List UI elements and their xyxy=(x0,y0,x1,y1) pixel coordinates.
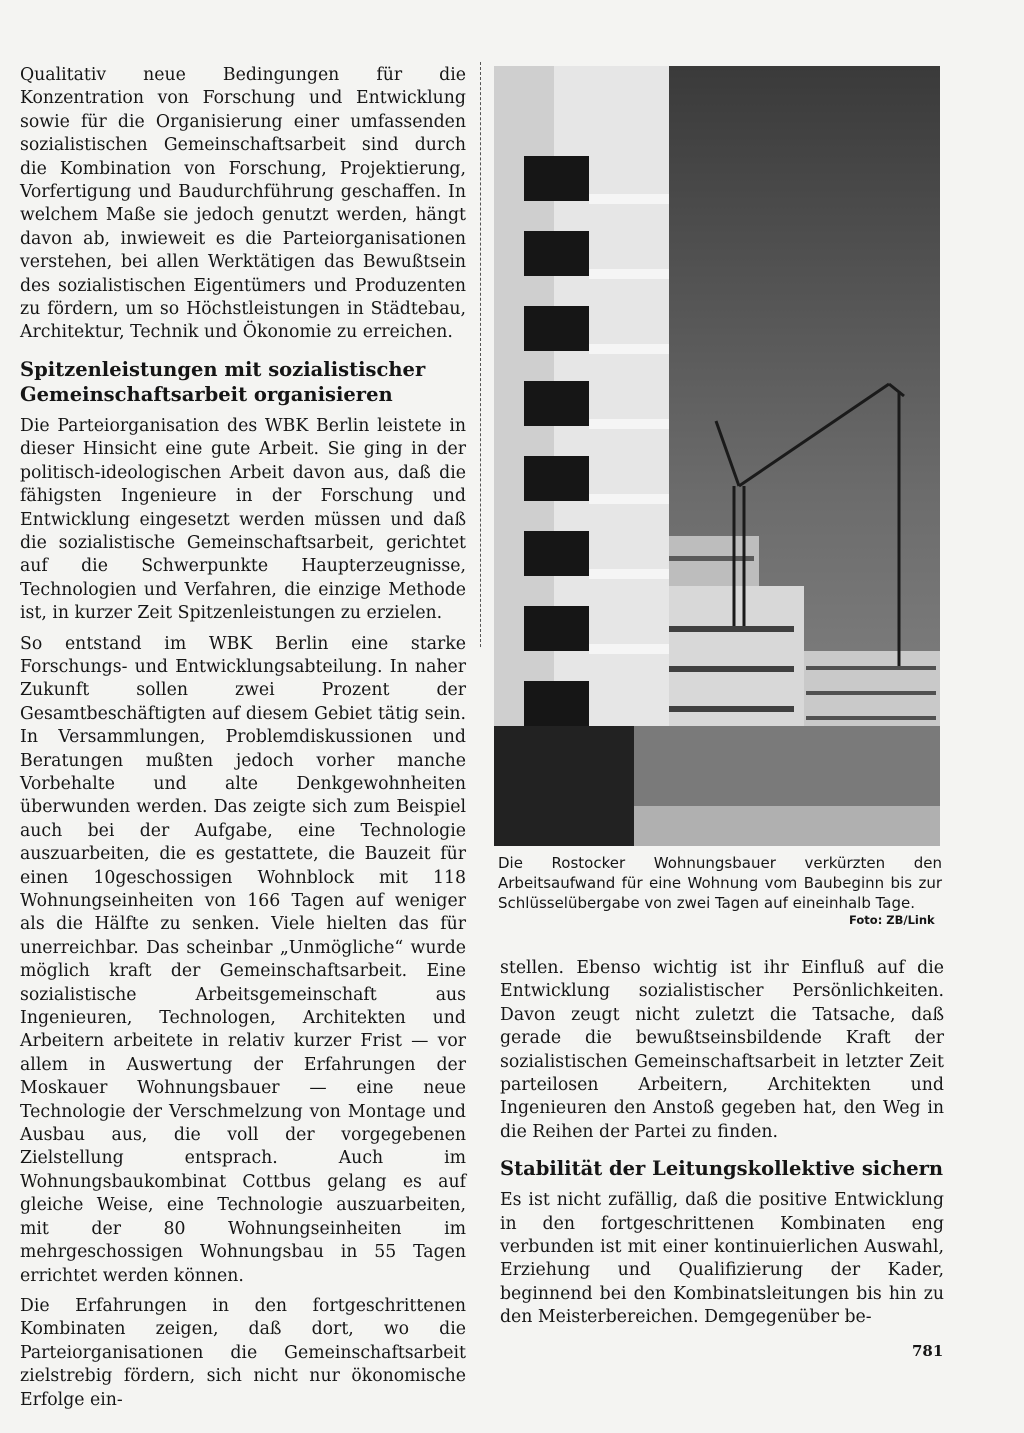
page-number: 781 xyxy=(912,1342,944,1360)
paragraph: So entstand im WBK Berlin eine starke Forschungs- und Entwicklungsabteilung. In naher Zukunft sollen zwei Prozent der Gesamtbeschäftigten auf diesem Gebiet tätig sein. In Versammlungen, Problemdiskussionen und Beratungen mußten jedoch vorher manche Vorbehalte und alte Denkgewohnheiten überwunden werden. Das zeigte sich zum Beispiel auch bei der Aufgabe, eine Technologie auszuarbeiten, die es gestattete, die Bauzeit für einen 10geschossigen Wohnblock mit 118 Wohnungseinheiten von 166 Tagen auf weniger als die Hälfte zu senken. Viele hielten das für unerreichbar. Das scheinbar „Unmögliche“ wurde möglich kraft der Gemeinschaftsarbeit. Eine sozialistische Arbeitsgemeinschaft aus Ingenieuren, Technologen, Architekten und Arbeitern arbeitete in relativ kurzer Frist — vor allem in Auswertung der Erfahrungen der Moskauer Wohnungsbauer — eine neue Technologie der Verschmelzung von Montage und Ausbau aus, die voll der vorgegebenen Zielstellung entsprach. Auch im Wohnungsbaukombinat Cottbus gelang es auf gleiche Weise, eine Technologie auszuarbeiten, mit der 80 Wohnungseinheiten im mehrgeschossigen Wohnungsbau in 55 Tagen errichtet werden können. xyxy=(20,633,466,1286)
paragraph: Die Erfahrungen in den fortgeschrittenen Kombinaten zeigen, daß dort, wo die Parteiorganisationen die Gemeinschaftsarbeit zielstrebig fördern, sich nicht nur ökonomische Erfolge ein- xyxy=(20,1295,466,1410)
photo-caption: Die Rostocker Wohnungsbauer verkürzten den Arbeitsaufwand für eine Wohnung vom Baubeginn bis zur Schlüsselübergabe von zwei Tagen auf eineinhalb Tage. xyxy=(498,854,942,913)
paragraph: stellen. Ebenso wichtig ist ihr Einfluß auf die Entwicklung sozialistischer Persönlichkeiten. Davon zeugt nicht zuletzt die Tatsache, daß gerade die bewußtseinsbildende Kraft der sozialistischen Gemeinschaftsarbeit in letzter Zeit parteilosen Arbeitern, Architekten und Ingenieuren den Anstoß gegeben hat, den Weg in die Reihen der Partei zu finden. xyxy=(500,958,944,1142)
column-divider xyxy=(480,62,481,647)
left-text-column xyxy=(20,64,466,1419)
section-heading: Spitzenleistungen mit sozialistischer Gemeinschaftsarbeit organisieren xyxy=(20,357,426,406)
photo-credit: Foto: ZB/Link xyxy=(849,913,935,927)
paragraph: Es ist nicht zufällig, daß die positive Entwicklung in den fortgeschrittenen Kombinaten eng verbunden ist mit einer kontinuierlichen Auswahl, Erziehung und Qualifizierung der Kader, beginnend bei den Kombinatsleitungen bis hin zu den Meisterbereichen. Demgegenüber be- xyxy=(500,1190,944,1328)
paragraph: Die Parteiorganisation des WBK Berlin leistete in dieser Hinsicht eine gute Arbeit. Sie ging in der politisch-ideologischen Arbeit davon aus, daß die fähigsten Ingenieure in der Forschung und Entwicklung eingesetzt werden müssen und daß die sozialistische Gemeinschaftsarbeit, gerichtet auf die Schwerpunkte Haupterzeugnisse, Technologien und Verfahren, die einzige Methode ist, in kurzer Zeit Spitzenleistungen zu erzielen. xyxy=(20,415,466,624)
construction-photo xyxy=(494,66,940,846)
right-text-column xyxy=(500,957,944,1337)
section-heading: Stabilität der Leitungskollektive sichern xyxy=(500,1157,944,1181)
paragraph: Qualitativ neue Bedingungen für die Konzentration von Forschung und Entwicklung sowie für die Organisierung einer umfassenden sozialistischen Gemeinschaftsarbeit sind durch die Kombination von Forschung, Projektierung, Vorfertigung und Baudurchführung geschaffen. In welchem Maße sie jedoch genutzt werden, hängt davon ab, inwieweit es die Parteiorganisationen verstehen, bei allen Werktätigen das Bewußtsein des sozialistischen Eigentümers und Produzenten zu fördern, um so Höchstleistungen in Städtebau, Architektur, Technik und Ökonomie zu erreichen. xyxy=(20,65,466,343)
